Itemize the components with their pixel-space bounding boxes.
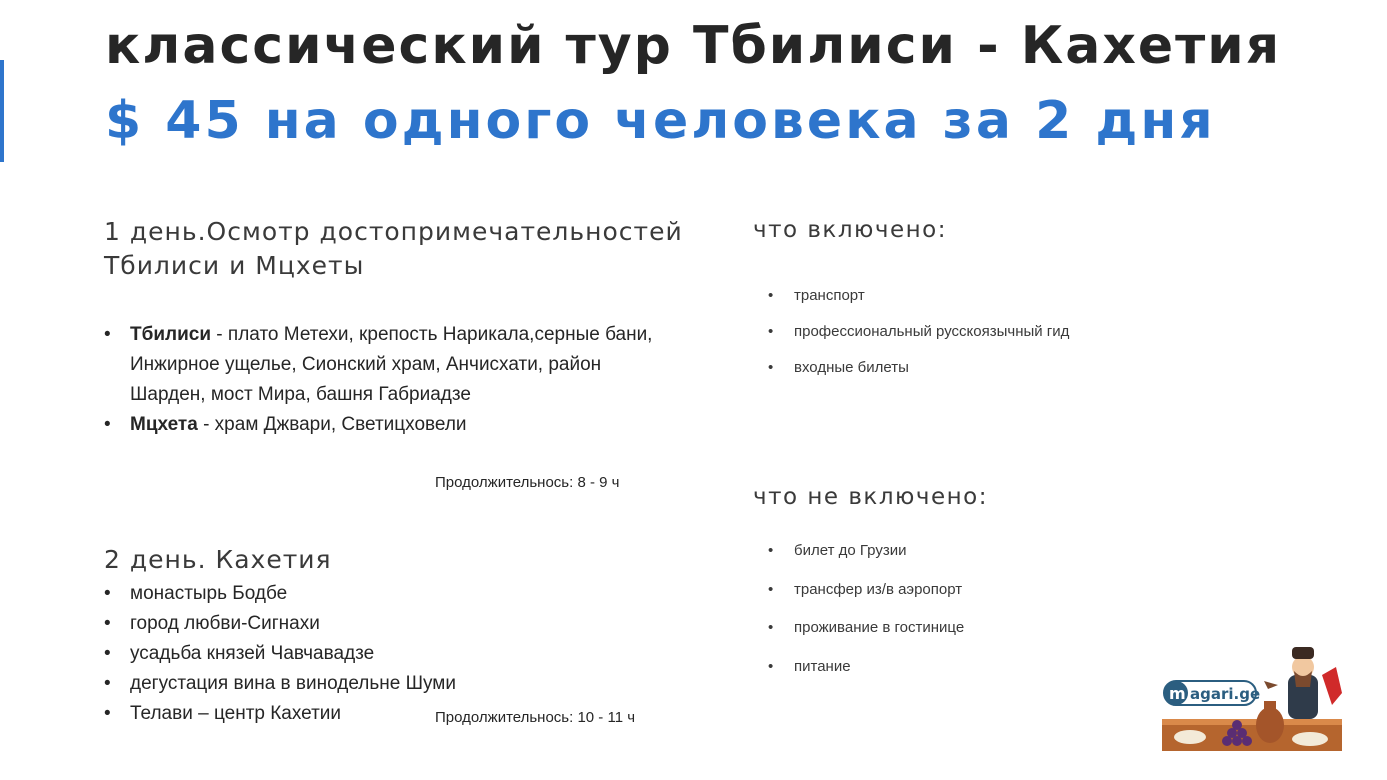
place-name: Мцхета — [130, 414, 198, 435]
list-item-text: входные билеты — [794, 359, 909, 376]
list-item — [104, 579, 664, 609]
list-item-text: дегустация вина в винодельне Шуми — [130, 673, 456, 694]
slide-title: классический тур Тбилиси - Кахетия — [105, 16, 1282, 76]
list-item — [768, 542, 964, 560]
bullet-icon: • — [104, 673, 111, 694]
list-item — [104, 410, 664, 440]
list-item — [768, 658, 964, 676]
list-item — [768, 287, 1069, 305]
list-item-text: трансфер из/в аэропорт — [794, 580, 963, 598]
list-item-text: город любви-Сигнахи — [130, 613, 320, 634]
list-item — [104, 639, 664, 669]
bullet-icon: • — [104, 324, 111, 345]
list-item-text: транспорт — [794, 287, 865, 304]
place-details: - плато Метехи, крепость Нарикала,серные бани, Инжирное ущелье, Сионский храм, Анчисхати, район Шарден, мост Мира, башня Габриадзе — [130, 324, 653, 405]
place-name: Тбилиси — [130, 324, 212, 345]
day1-heading: 1 день.Осмотр достопримечательностей Тбилиси и Мцхеты — [104, 217, 683, 280]
price-line: $ 45 на одного человека за 2 дня — [105, 91, 1216, 151]
list-item-text: питание — [794, 657, 851, 675]
accent-bar — [0, 60, 4, 162]
day2-duration: Продолжительнось: 10 - 11 ч — [435, 709, 636, 726]
list-item-text: билет до Грузии — [794, 542, 907, 559]
logo-illustration — [1160, 645, 1345, 753]
list-item — [768, 581, 964, 599]
bullet-icon: • — [104, 613, 111, 634]
excluded-list — [768, 542, 964, 696]
list-item — [104, 669, 664, 699]
list-item-text: усадьба князей Чавчавадзе — [130, 643, 375, 664]
bullet-icon: • — [104, 583, 111, 604]
bullet-icon: • — [104, 643, 111, 664]
bullet-icon: • — [768, 580, 774, 598]
list-item-text: монастырь Бодбе — [130, 583, 288, 604]
bullet-icon: • — [768, 542, 774, 559]
included-heading: что включено: — [753, 217, 947, 243]
included-list — [768, 287, 1069, 395]
list-item-text: Телави – центр Кахетии — [130, 703, 342, 724]
day1-list — [104, 320, 664, 440]
bullet-icon: • — [768, 657, 774, 675]
bullet-icon: • — [768, 359, 774, 376]
bullet-icon: • — [768, 619, 774, 636]
bullet-icon: • — [104, 414, 111, 435]
list-item — [104, 609, 664, 639]
list-item-text: профессиональный русскоязычный гид — [794, 323, 1070, 340]
svg-text:agari.ge: agari.ge — [1190, 685, 1261, 703]
bullet-icon: • — [104, 703, 111, 724]
excluded-heading: что не включено: — [753, 484, 988, 510]
svg-text:m: m — [1169, 684, 1186, 703]
list-item — [104, 320, 664, 410]
day1-duration: Продолжительнось: 8 - 9 ч — [435, 474, 620, 491]
magari-logo — [1160, 645, 1345, 753]
list-item — [768, 619, 964, 637]
bullet-icon: • — [768, 323, 774, 340]
day2-list — [104, 579, 664, 729]
list-item — [768, 323, 1069, 341]
bullet-icon: • — [768, 287, 774, 304]
day2-heading: 2 день. Кахетия — [104, 545, 332, 574]
place-details: - храм Джвари, Светицховели — [197, 414, 467, 435]
list-item-text: проживание в гостинице — [794, 619, 965, 636]
list-item — [768, 359, 1069, 377]
